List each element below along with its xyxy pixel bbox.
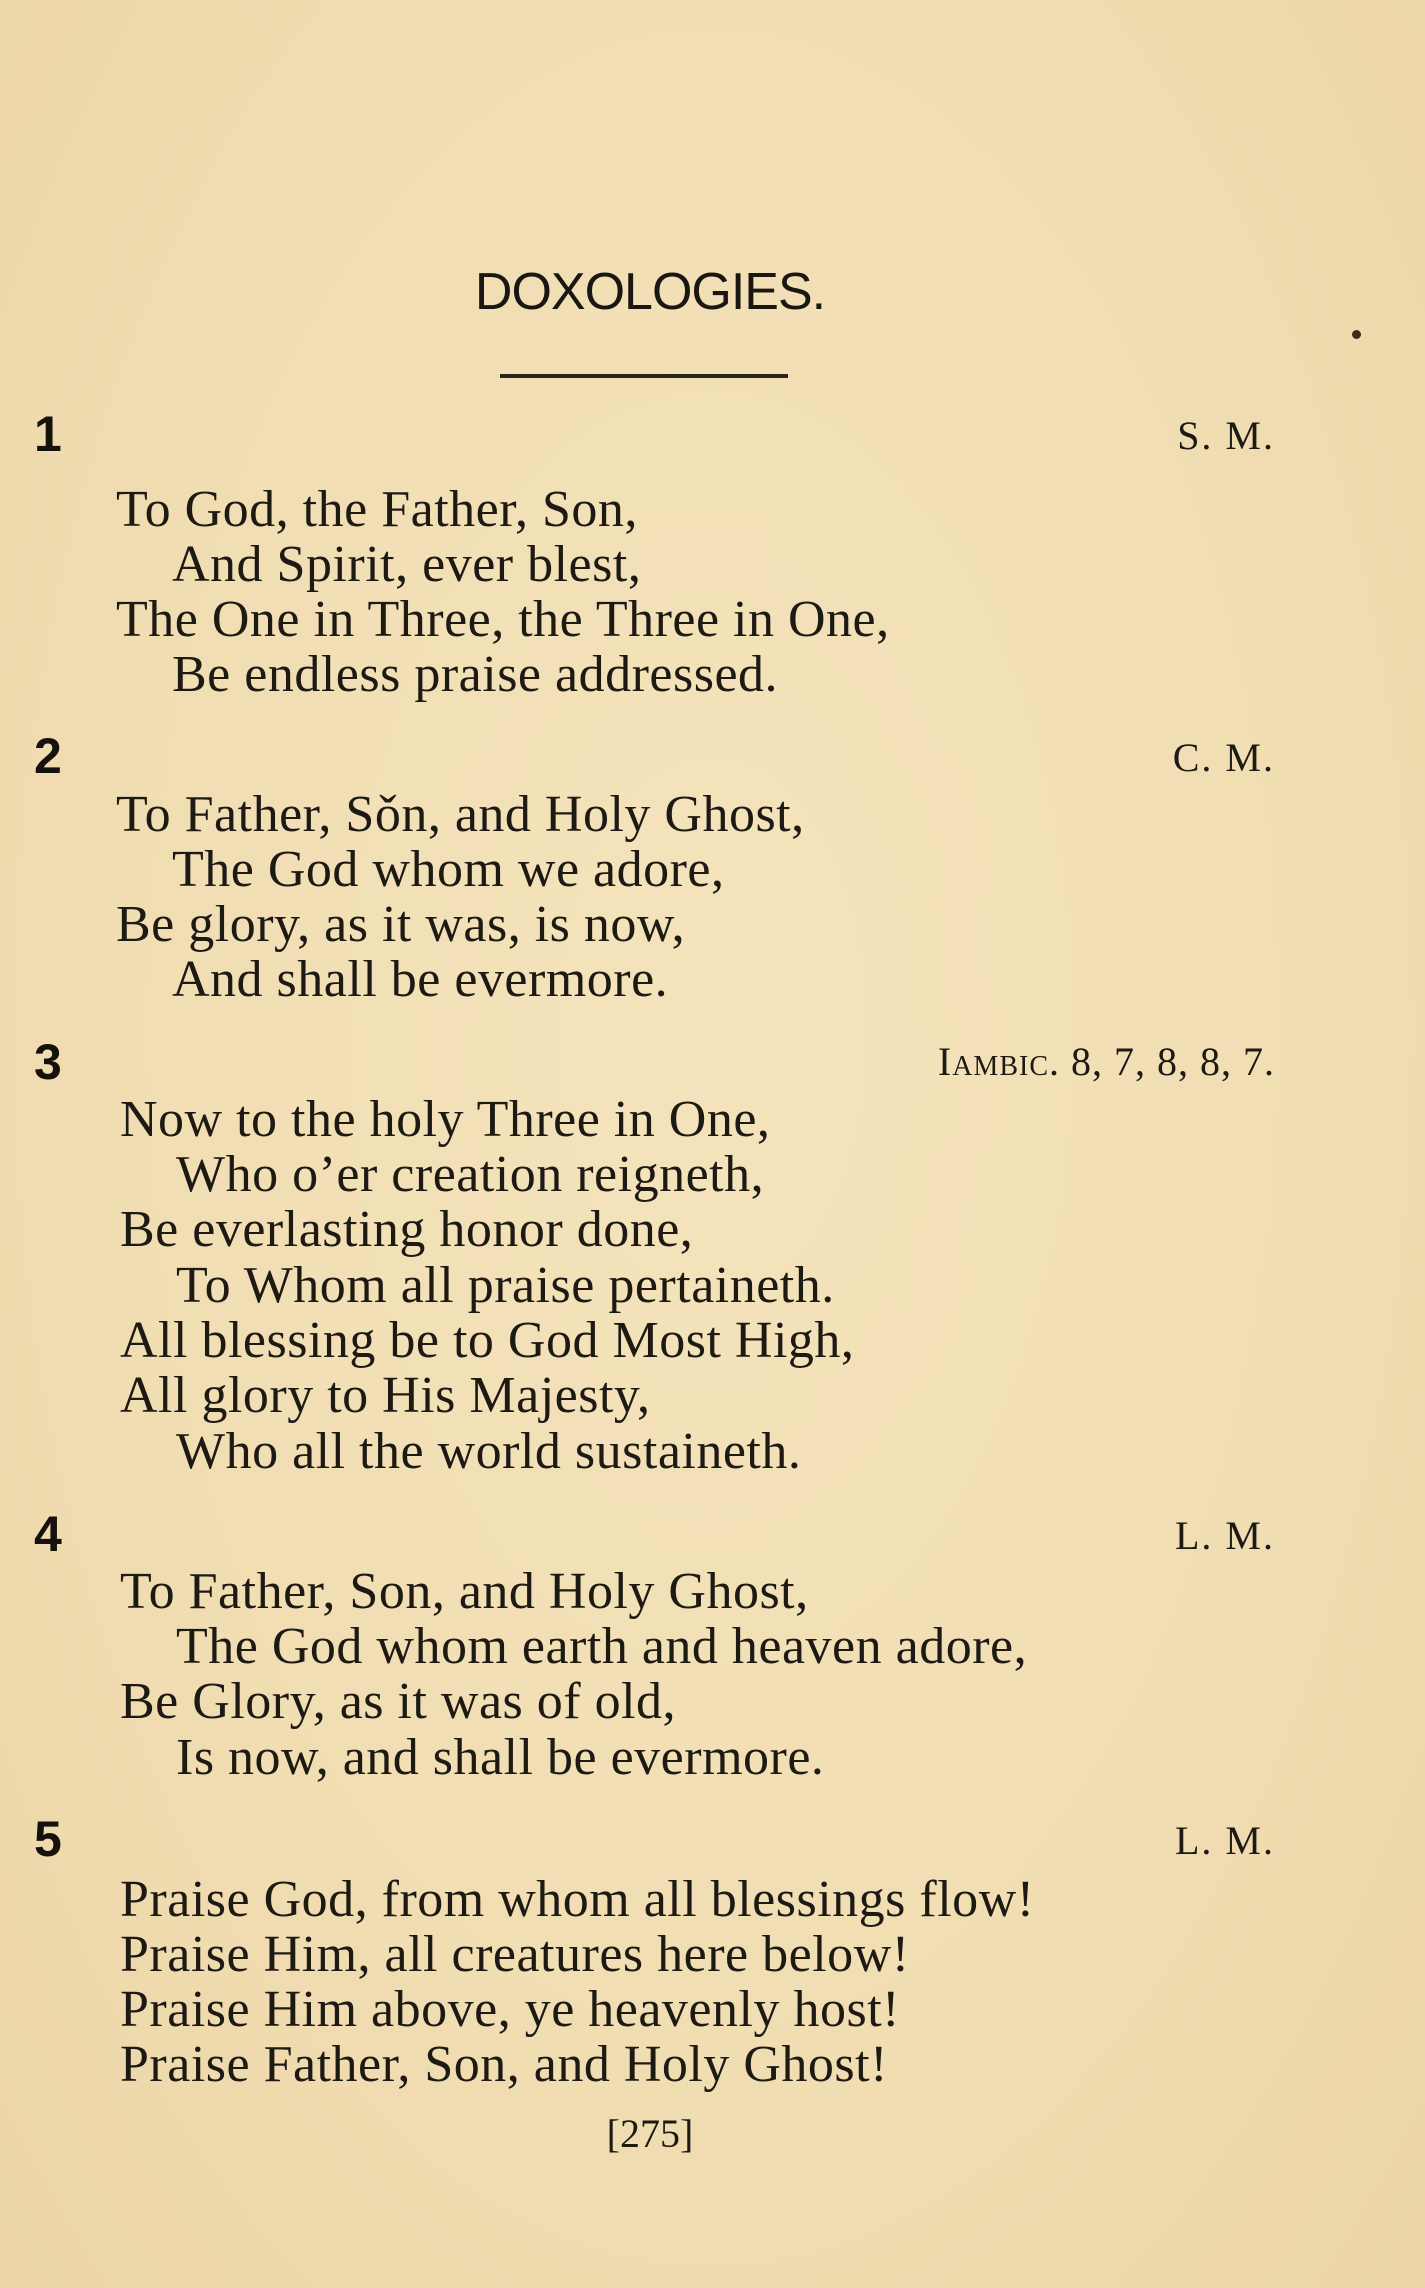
verse-line: Now to the holy Three in One, — [120, 1091, 771, 1148]
verse-line: All blessing be to God Most High, — [120, 1312, 855, 1369]
verse-line: The God whom we adore, — [172, 841, 725, 898]
verse-line: And shall be evermore. — [172, 951, 669, 1008]
doxology-number: 2 — [34, 728, 62, 784]
verse-line: Is now, and shall be evermore. — [176, 1729, 825, 1786]
verse-line: Be glory, as it was, is now, — [116, 896, 686, 953]
verse-line: All glory to His Majesty, — [120, 1367, 651, 1424]
verse-line: The God whom earth and heaven adore, — [176, 1618, 1028, 1675]
verse-line: Praise Him above, ye heavenly host! — [120, 1981, 900, 2038]
doxology-number: 1 — [34, 406, 62, 462]
page-number: [275] — [606, 2111, 694, 2156]
verse-line: Praise Father, Son, and Holy Ghost! — [120, 2036, 888, 2093]
doxology-meter: L. M. — [1175, 1818, 1275, 1863]
verse-line: Praise God, from whom all blessings flow! — [120, 1871, 1035, 1928]
verse-line: To God, the Father, Son, — [116, 481, 638, 538]
doxology-meter: Iambic. 8, 7, 8, 8, 7. — [937, 1039, 1275, 1084]
verse-line: And Spirit, ever blest, — [172, 536, 642, 593]
doxology-number: 3 — [34, 1034, 62, 1090]
verse-line: Praise Him, all creatures here below! — [120, 1926, 910, 1983]
verse-line: The One in Three, the Three in One, — [116, 591, 890, 648]
page-title: DOXOLOGIES. — [474, 263, 826, 321]
title-rule — [500, 374, 788, 378]
verse-line: Who o’er creation reigneth, — [176, 1146, 765, 1203]
verse-line: Be Glory, as it was of old, — [120, 1673, 677, 1730]
doxology-number: 4 — [34, 1506, 62, 1562]
ink-speck — [1352, 330, 1361, 339]
doxology-meter: S. M. — [1177, 413, 1275, 458]
verse-line: To Whom all praise pertaineth. — [176, 1257, 835, 1314]
doxology-meter: L. M. — [1175, 1513, 1275, 1558]
verse-line: To Father, Son, and Holy Ghost, — [120, 1563, 809, 1620]
verse-line: Be endless praise addressed. — [172, 646, 779, 703]
verse-line: To Father, Sǒn, and Holy Ghost, — [116, 786, 805, 843]
doxology-number: 5 — [34, 1811, 62, 1867]
doxology-meter: C. M. — [1172, 735, 1275, 780]
verse-line: Who all the world sustaineth. — [176, 1423, 802, 1480]
verse-line: Be everlasting honor done, — [120, 1201, 694, 1258]
